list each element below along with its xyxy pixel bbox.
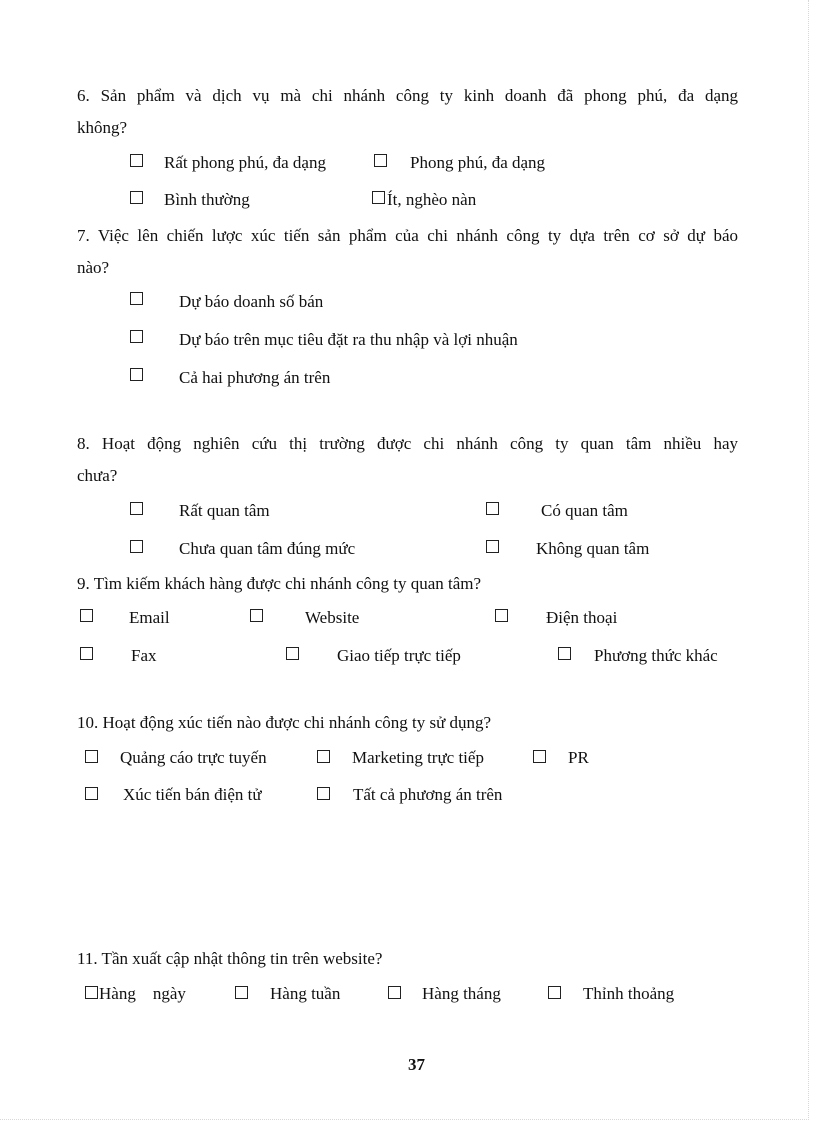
q7-option-2-label: Dự báo trên mục tiêu đặt ra thu nhập và lợi nhuận (179, 330, 518, 349)
q9-option-email-label: Email (129, 608, 170, 627)
q10-option-5-label: Tất cả phương án trên (353, 785, 503, 804)
q11-option-1-label: Hàng ngày (99, 984, 186, 1003)
q7-option-3-checkbox[interactable] (130, 368, 143, 381)
q11-option-2-checkbox[interactable] (235, 986, 248, 999)
q8-option-3-checkbox[interactable] (130, 540, 143, 553)
question-7-text-line1: 7. Việc lên chiến lược xúc tiến sản phẩm của chi nhánh công ty dựa trên cơ sở dự báo (77, 226, 738, 245)
question-7-text-line2: nào? (77, 258, 110, 277)
question-8-text-line2: chưa? (77, 466, 118, 485)
q7-option-3-label: Cả hai phương án trên (179, 368, 331, 387)
q9-option-fax-label: Fax (131, 646, 157, 665)
q10-option-4-checkbox[interactable] (85, 787, 98, 800)
q11-option-3-label: Hàng tháng (422, 984, 501, 1003)
q9-option-website-checkbox[interactable] (250, 609, 263, 622)
page-number: 37 (408, 1055, 425, 1074)
q8-option-1-label: Rất quan tâm (179, 501, 270, 520)
q7-option-1-label: Dự báo doanh số bán (179, 292, 324, 311)
question-10-text: 10. Hoạt động xúc tiến nào được chi nhánh công ty sử dụng? (77, 713, 492, 732)
q9-option-phone-checkbox[interactable] (495, 609, 508, 622)
question-6-text-line1: 6. Sản phẩm và dịch vụ mà chi nhánh công ty kinh doanh đã phong phú, đa dạng (77, 86, 738, 105)
q9-option-email-checkbox[interactable] (80, 609, 93, 622)
q6-option-1-checkbox[interactable] (130, 154, 143, 167)
question-9-text: 9. Tìm kiếm khách hàng được chi nhánh công ty quan tâm? (77, 574, 482, 593)
q9-option-fax-checkbox[interactable] (80, 647, 93, 660)
q10-option-1-checkbox[interactable] (85, 750, 98, 763)
q9-option-direct-label: Giao tiếp trực tiếp (337, 646, 461, 665)
question-8-text-line1: 8. Hoạt động nghiên cứu thị trường được chi nhánh công ty quan tâm nhiều hay (77, 434, 738, 453)
q8-option-4-checkbox[interactable] (486, 540, 499, 553)
q8-option-3-label: Chưa quan tâm đúng mức (179, 539, 356, 558)
q7-option-1-checkbox[interactable] (130, 292, 143, 305)
q8-option-1-checkbox[interactable] (130, 502, 143, 515)
q10-option-2-checkbox[interactable] (317, 750, 330, 763)
q9-option-other-checkbox[interactable] (558, 647, 571, 660)
q8-option-2-checkbox[interactable] (486, 502, 499, 515)
q10-option-3-label: PR (568, 748, 589, 767)
q11-option-4-checkbox[interactable] (548, 986, 561, 999)
q7-option-2-checkbox[interactable] (130, 330, 143, 343)
q6-option-4-label: Ít, nghèo nàn (387, 190, 477, 209)
q9-option-other-label: Phương thức khác (594, 646, 718, 665)
q9-option-website-label: Website (305, 608, 360, 627)
q6-option-4-checkbox[interactable] (372, 191, 385, 204)
q10-option-4-label: Xúc tiến bán điện tử (123, 785, 262, 804)
q9-option-phone-label: Điện thoại (546, 608, 618, 627)
q11-option-3-checkbox[interactable] (388, 986, 401, 999)
q6-option-2-checkbox[interactable] (374, 154, 387, 167)
q11-option-4-label: Thỉnh thoảng (583, 984, 675, 1003)
q6-option-3-checkbox[interactable] (130, 191, 143, 204)
q10-option-3-checkbox[interactable] (533, 750, 546, 763)
question-11-text: 11. Tần xuất cập nhật thông tin trên website? (77, 949, 383, 968)
q11-option-1-checkbox[interactable] (85, 986, 98, 999)
question-6-text-line2: không? (77, 118, 128, 137)
q8-option-2-label: Có quan tâm (541, 501, 628, 520)
q10-option-2-label: Marketing trực tiếp (352, 748, 484, 767)
q8-option-4-label: Không quan tâm (536, 539, 650, 558)
q10-option-1-label: Quảng cáo trực tuyến (120, 748, 267, 767)
q10-option-5-checkbox[interactable] (317, 787, 330, 800)
q6-option-1-label: Rất phong phú, đa dạng (164, 153, 326, 172)
q9-option-direct-checkbox[interactable] (286, 647, 299, 660)
q6-option-2-label: Phong phú, đa dạng (410, 153, 546, 172)
q11-option-2-label: Hàng tuần (270, 984, 341, 1003)
q6-option-3-label: Bình thường (164, 190, 250, 209)
